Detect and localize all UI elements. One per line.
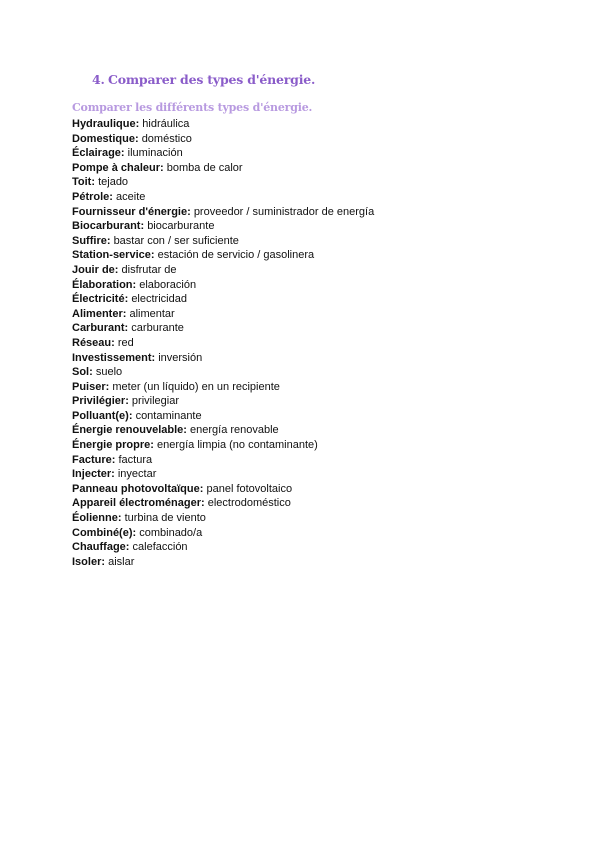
vocabulary-term: Énergie renouvelable: <box>72 424 187 437</box>
vocabulary-term: Facture: <box>72 453 116 466</box>
vocabulary-term: Domestique: <box>72 132 139 145</box>
vocabulary-item <box>72 117 374 132</box>
vocabulary-translation: energía limpia (no contaminante) <box>156 439 318 452</box>
vocabulary-item <box>72 234 374 249</box>
vocabulary-translation: disfrutar de <box>121 263 177 276</box>
section-number: 4. <box>92 72 105 87</box>
vocabulary-item <box>72 161 374 176</box>
vocabulary-translation: inyectar <box>117 468 157 481</box>
vocabulary-item <box>72 453 374 468</box>
vocabulary-term: Éclairage: <box>72 147 125 160</box>
vocabulary-translation: bastar con / ser suficiente <box>113 234 239 247</box>
vocabulary-term: Suffire: <box>72 234 111 247</box>
vocabulary-term: Appareil électroménager: <box>72 497 205 510</box>
vocabulary-translation: factura <box>118 453 153 466</box>
vocabulary-item <box>72 496 374 511</box>
section-subtitle: Comparer les différents types d'énergie. <box>72 101 313 114</box>
vocabulary-term: Électricité: <box>72 293 129 306</box>
vocabulary-translation: electrodoméstico <box>207 497 291 510</box>
vocabulary-item <box>72 248 374 263</box>
section-heading <box>92 72 315 87</box>
vocabulary-translation: contaminante <box>135 409 202 422</box>
vocabulary-term: Injecter: <box>72 468 115 481</box>
vocabulary-item <box>72 409 374 424</box>
vocabulary-translation: energía renovable <box>190 424 279 437</box>
vocabulary-term: Éolienne: <box>72 512 122 525</box>
vocabulary-item <box>72 351 374 366</box>
vocabulary-translation: meter (un líquido) en un recipiente <box>112 380 280 393</box>
vocabulary-item <box>72 365 374 380</box>
vocabulary-item <box>72 380 374 395</box>
vocabulary-translation: aislar <box>108 555 135 568</box>
vocabulary-item <box>72 263 374 278</box>
vocabulary-translation: proveedor / suministrador de energía <box>193 205 375 218</box>
vocabulary-translation: alimentar <box>129 307 175 320</box>
vocabulary-item <box>72 438 374 453</box>
vocabulary-translation: bomba de calor <box>166 161 243 174</box>
vocabulary-term: Pétrole: <box>72 190 113 203</box>
vocabulary-term: Carburant: <box>72 322 129 335</box>
vocabulary-translation: suelo <box>95 366 123 379</box>
vocabulary-term: Polluant(e): <box>72 409 133 422</box>
vocabulary-term: Réseau: <box>72 336 115 349</box>
vocabulary-term: Élaboration: <box>72 278 137 291</box>
vocabulary-translation: elaboración <box>139 278 197 291</box>
vocabulary-term: Isoler: <box>72 555 106 568</box>
vocabulary-item <box>72 132 374 147</box>
vocabulary-translation: tejado <box>98 176 129 189</box>
vocabulary-item <box>72 278 374 293</box>
vocabulary-translation: biocarburante <box>147 220 215 233</box>
vocabulary-translation: doméstico <box>141 132 192 145</box>
vocabulary-translation: privilegiar <box>131 395 179 408</box>
vocabulary-translation: turbina de viento <box>124 512 206 525</box>
vocabulary-translation: panel fotovoltaico <box>206 482 293 495</box>
vocabulary-term: Chauffage: <box>72 541 130 554</box>
vocabulary-term: Biocarburant: <box>72 220 145 233</box>
vocabulary-item <box>72 292 374 307</box>
vocabulary-term: Fournisseur d'énergie: <box>72 205 191 218</box>
vocabulary-term: Station-service: <box>72 249 155 262</box>
vocabulary-translation: estación de servicio / gasolinera <box>157 249 315 262</box>
vocabulary-term: Puiser: <box>72 380 110 393</box>
vocabulary-translation: aceite <box>116 190 146 203</box>
vocabulary-translation: hidráulica <box>142 118 190 130</box>
vocabulary-item <box>72 482 374 497</box>
vocabulary-item <box>72 205 374 220</box>
vocabulary-item <box>72 511 374 526</box>
vocabulary-item <box>72 321 374 336</box>
vocabulary-translation: carburante <box>131 322 184 335</box>
vocabulary-item <box>72 526 374 541</box>
vocabulary-item <box>72 307 374 322</box>
vocabulary-term: Jouir de: <box>72 263 119 276</box>
vocabulary-item <box>72 555 374 570</box>
vocabulary-term: Toit: <box>72 176 96 189</box>
vocabulary-term: Combiné(e): <box>72 526 137 539</box>
vocabulary-translation: calefacción <box>132 541 188 554</box>
vocabulary-term: Privilégier: <box>72 395 129 408</box>
vocabulary-translation: red <box>117 336 134 349</box>
vocabulary-translation: inversión <box>158 351 203 364</box>
vocabulary-translation: iluminación <box>127 147 183 160</box>
vocabulary-term: Énergie propre: <box>72 439 154 452</box>
vocabulary-item <box>72 336 374 351</box>
vocabulary-translation: combinado/a <box>139 526 203 539</box>
vocabulary-item <box>72 219 374 234</box>
vocabulary-item <box>72 146 374 161</box>
vocabulary-item <box>72 394 374 409</box>
vocabulary-translation: electricidad <box>131 293 187 306</box>
vocabulary-term: Alimenter: <box>72 307 127 320</box>
vocabulary-term: Hydraulique: <box>72 118 140 130</box>
vocabulary-item <box>72 423 374 438</box>
vocabulary-item <box>72 467 374 482</box>
vocabulary-term: Panneau photovoltaïque: <box>72 482 204 495</box>
vocabulary-term: Pompe à chaleur: <box>72 161 164 174</box>
vocabulary-term: Investissement: <box>72 351 156 364</box>
vocabulary-list <box>72 117 374 569</box>
vocabulary-item <box>72 190 374 205</box>
vocabulary-item <box>72 175 374 190</box>
section-title: Comparer des types d'énergie. <box>108 72 316 87</box>
vocabulary-item <box>72 540 374 555</box>
vocabulary-term: Sol: <box>72 366 93 379</box>
